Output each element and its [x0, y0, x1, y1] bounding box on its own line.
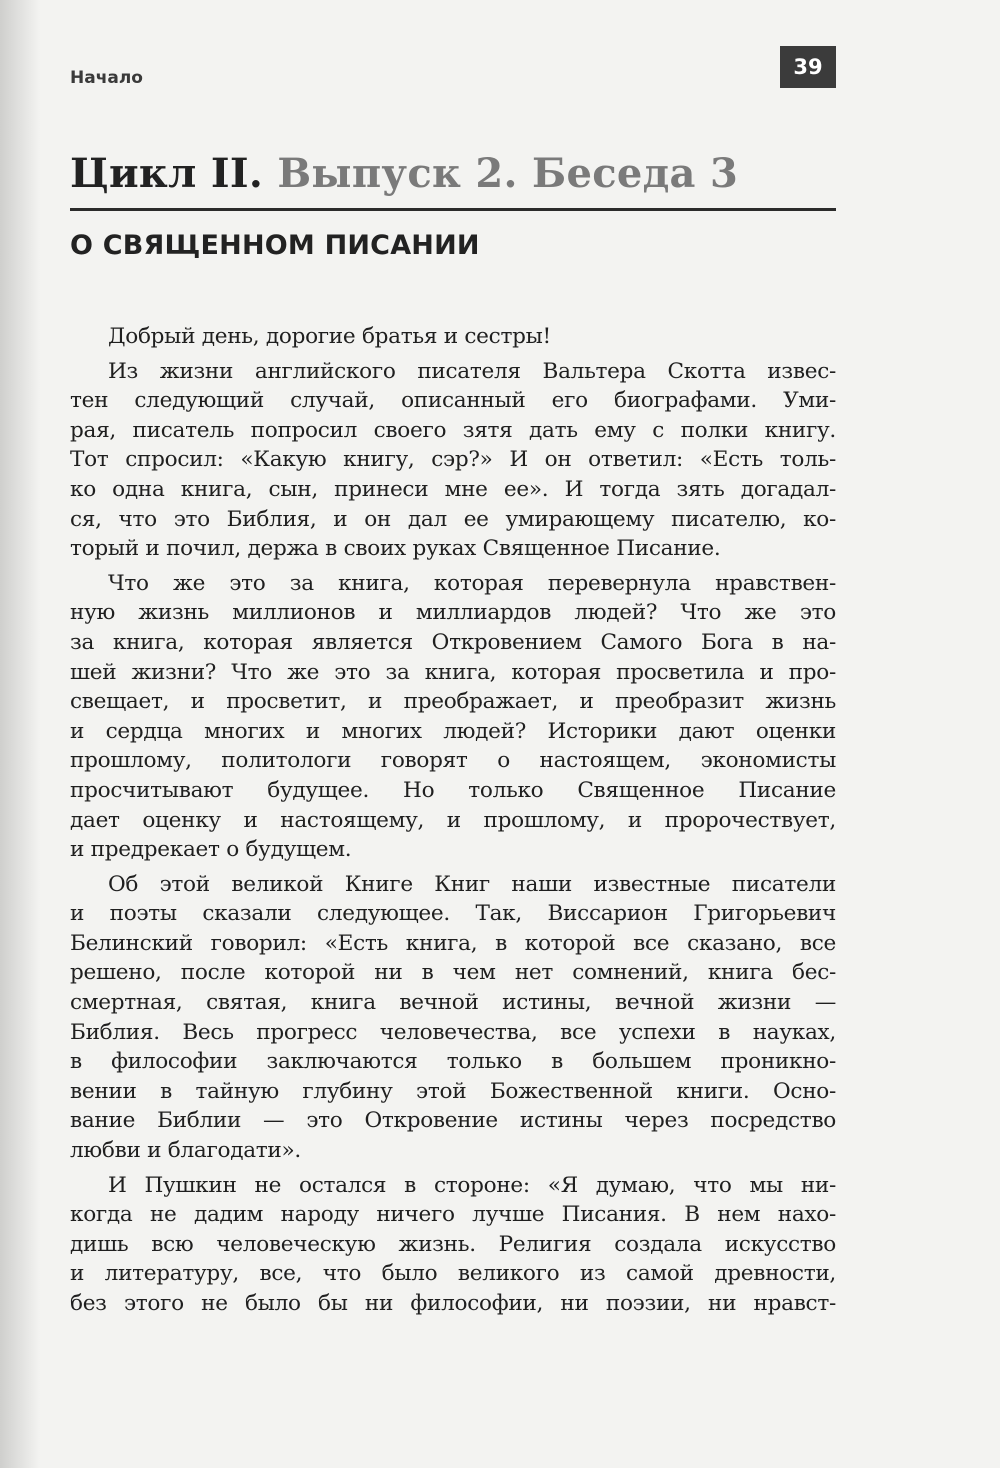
text-line: Белинский говорил: «Есть книга, в которой все сказано, все: [70, 930, 836, 956]
text-line: Тот спросил: «Какую книгу, сэр?» И он ответил: «Есть толь-: [70, 447, 836, 473]
text-line: и предрекает о будущем.: [70, 837, 352, 863]
page-number-badge: 39: [780, 46, 836, 88]
text-line: в философии заключаются только в большем проникно-: [70, 1049, 836, 1075]
text-line: торый и почил, держа в своих руках Священное Писание.: [70, 536, 721, 562]
paragraph: [70, 870, 836, 1166]
text-line: свещает, и просветит, и преображает, и преобразит жизнь: [70, 689, 836, 715]
paragraph: [70, 569, 836, 865]
text-line: решено, после которой ни в чем нет сомнений, книга бес-: [70, 960, 836, 986]
text-line: Что же это за книга, которая перевернула нравствен-: [108, 570, 836, 596]
text-line: Библия. Весь прогресс человечества, все успехи в науках,: [70, 1019, 836, 1045]
text-line: прошлому, политологи говорят о настоящем, экономисты: [70, 748, 836, 774]
text-line: вание Библии — это Откровение истины через посредство: [70, 1108, 836, 1134]
text-line: и сердца многих и многих людей? Историки дают оценки: [70, 718, 836, 744]
text-line: Добрый день, дорогие братья и сестры!: [108, 324, 551, 349]
page-gutter-shadow: [0, 0, 40, 1468]
text-line: ся, что это Библия, и он дал ее умирающему писателю, ко-: [70, 506, 836, 532]
text-line: тен следующий случай, описанный его биографами. Уми-: [70, 388, 836, 414]
text-line: рая, писатель попросил своего зятя дать ему с полки книгу.: [70, 417, 836, 443]
body-text: [70, 322, 836, 1324]
text-line: и поэты сказали следующее. Так, Виссарион Григорьевич: [70, 901, 836, 927]
text-line: вении в тайную глубину этой Божественной книги. Осно-: [70, 1078, 836, 1104]
text-line: и литературу, все, что было великого из самой древности,: [70, 1261, 836, 1287]
text-line: И Пушкин не остался в стороне: «Я думаю, что мы ни-: [108, 1172, 836, 1198]
text-line: шей жизни? Что же это за книга, которая просветила и про-: [70, 659, 836, 685]
chapter-title: [70, 150, 836, 197]
text-line: за книга, которая является Откровением Самого Бога в на-: [70, 629, 836, 655]
text-line: без этого не было бы ни философии, ни поэзии, ни нравст-: [70, 1291, 836, 1316]
text-line: когда не дадим народу ничего лучше Писания. В нем нахо-: [70, 1202, 836, 1228]
paragraph: [70, 1171, 836, 1319]
chapter-title-issue: Выпуск 2. Беседа 3: [277, 150, 739, 197]
text-line: Из жизни английского писателя Вальтера Скотта извес-: [108, 358, 836, 384]
text-line: просчитывают будущее. Но только Священное Писание: [70, 777, 836, 803]
chapter-title-cycle: Цикл II.: [70, 150, 264, 197]
text-line: Об этой великой Книге Книг наши известные писатели: [108, 871, 836, 897]
title-divider: [70, 208, 836, 211]
text-line: любви и благодати».: [70, 1138, 301, 1164]
text-line: дает оценку и настоящему, и прошлому, и пророчествует,: [70, 807, 836, 833]
text-line: ко одна книга, сын, принеси мне ее». И тогда зять догадал-: [70, 476, 836, 502]
text-line: ную жизнь миллионов и миллиардов людей? Что же это: [70, 600, 836, 626]
paragraph: [70, 322, 836, 352]
running-head: Начало: [70, 68, 143, 88]
text-line: дишь всю человеческую жизнь. Религия создала искусство: [70, 1231, 836, 1257]
paragraph: [70, 357, 836, 564]
section-subtitle: О СВЯЩЕННОМ ПИСАНИИ: [70, 230, 480, 261]
text-line: смертная, святая, книга вечной истины, вечной жизни —: [70, 990, 836, 1016]
